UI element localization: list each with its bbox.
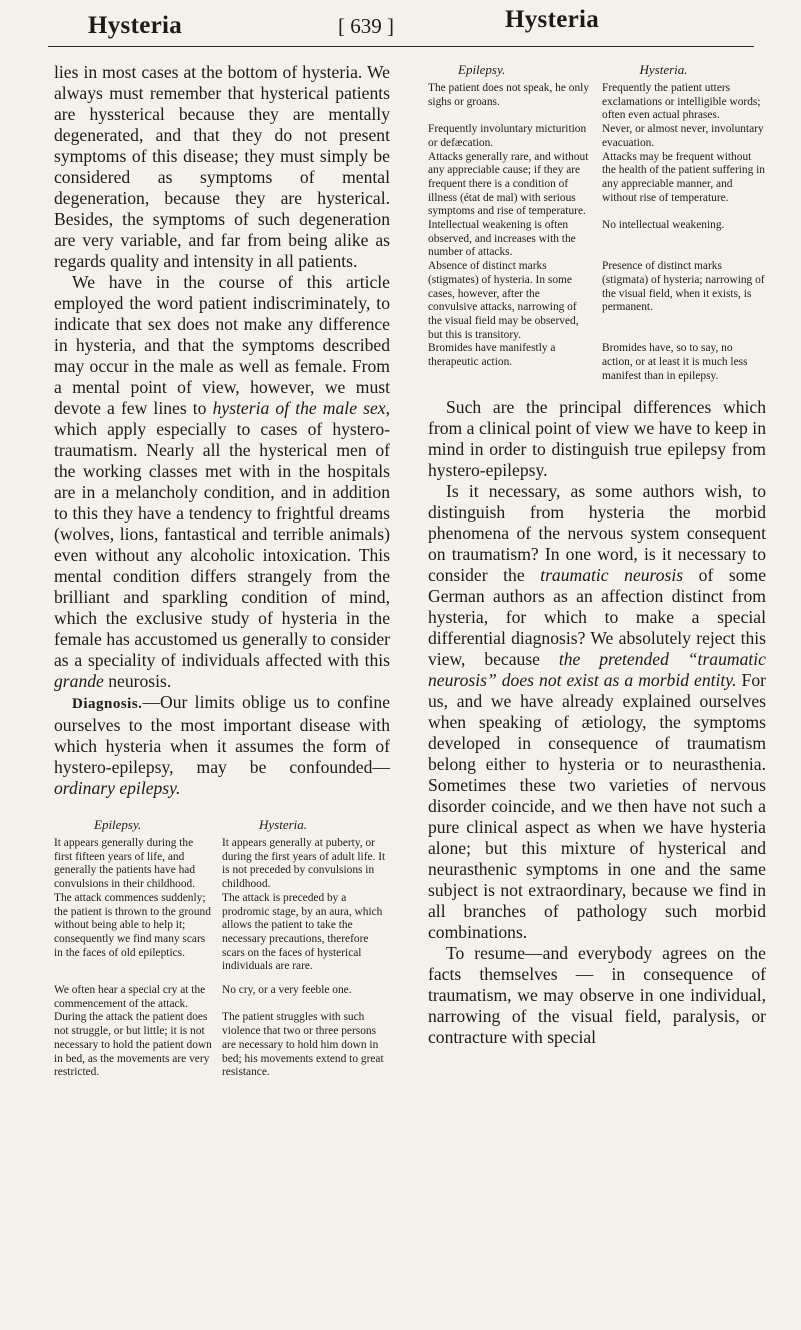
table-row: [428, 219, 766, 260]
table-row: [54, 837, 390, 892]
table-cell: Bromides have, so to say, no action, or at least it is much less manifest than in epilepsy.: [602, 342, 748, 382]
table-row: [428, 123, 766, 150]
table-header: [428, 62, 766, 82]
paragraph: To resume—and everybody agrees on the facts themselves — in consequence of traumatism, we may observe in one individual, narrowing of the visual field, paralysis, or contracture with special: [428, 943, 766, 1048]
comparison-table-continued: [428, 62, 766, 383]
table-cell: No intellectual weakening.: [602, 219, 725, 232]
table-row: [428, 260, 766, 342]
paragraph: lies in most cases at the bottom of hysteria. We always must remember that hysterical patients are hyssterical because they are mentally degenerated, and that they do not present symptoms of this disease; they must simply be considered as symptoms of mental degeneration, because they are hysterical. Besides, the symptoms of such degeneration are very variable, and far from being alike as regards quality and intensity in all patients.: [54, 62, 390, 271]
left-column: [54, 62, 390, 1080]
table-cell: Absence of distinct marks (stigmates) of hysteria. In some cases, however, after the convulsive attacks, narrowing of the visual field may be observed, but this is transitory.: [428, 260, 579, 341]
table-cell: The patient struggles with such violence that two or three persons are necessary to hold him down in bed; his movements extend to great resistance.: [222, 1011, 384, 1079]
paragraph: We have in the course of this article employed the word patient indiscriminately, to indicate that sex does not make any difference in hysteria, and that the symptoms described may occur in the male as well as female. From a mental point of view, however, we must devote a few lines to hysteria of the male sex, which apply especially to cases of hystero-traumatism. Nearly all the hysterical men of the working classes met with in the hospitals are in a melancholy condition, and in addition to this they have a tendency to frightful dreams (wolves, lions, fantastical and terrible animals) even without any alcoholic intoxication. This mental condition differs strangely from the brilliant and sparkling condition of mind, which the exclusive study of hysteria in the female has accustomed us generally to consider as a speciality of individuals affected with this grande neurosis.: [54, 272, 390, 691]
table-row: [428, 342, 766, 383]
table-cell: Attacks may be frequent without the health of the patient suffering in any appreciable manner, and without rise of temperature.: [602, 150, 766, 204]
section-heading: Diagnosis.: [72, 696, 143, 712]
running-head: [0, 6, 801, 46]
comparison-table: [54, 817, 390, 1080]
running-head-right-title: Hysteria: [505, 6, 600, 33]
table-cell: Frequently involuntary micturition or defæcation.: [428, 123, 587, 149]
table-cell: We often hear a special cry at the commencement of the attack.: [54, 984, 206, 1010]
paragraph: Is it necessary, as some authors wish, to distinguish from hysteria the morbid phenomena of the nervous system consequent on traumatism? In one word, is it necessary to consider the traumatic neurosis of some German authors as an affection distinct from hysteria, for which to make a special differential diagnosis? We absolutely reject this view, because the pretended “traumatic neurosis” does not exist as a morbid entity. For us, and we have already explained ourselves when speaking of ætiology, the symptoms developed in consequence of traumatism belong either to hysteria or to neurasthenia. Sometimes these two varieties of nervous disorder coincide, and we then have not such a pure clinical aspect as when we have hysteria alone; but this mixture of hysterical and neurasthenic symptoms in one and the same subject is not extraordinary, because we find in all branches of pathology such morbid combinations.: [428, 481, 766, 943]
table-cell: No cry, or a very feeble one.: [222, 984, 352, 997]
table-cell: Frequently the patient utters exclamations or intelligible words; often even actual phrases.: [602, 82, 761, 122]
right-column: [428, 62, 766, 1048]
table-cell: During the attack the patient does not struggle, or but little; it is not necessary to hold the patient down in bed, as the movements are very restricted.: [54, 1011, 212, 1079]
table-cell: Attacks generally rare, and without any appreciable cause; if they are frequent there is a condition of illness (état de mal) with serious symptoms and rise of temperature.: [428, 150, 589, 218]
table-header: [54, 817, 390, 837]
table-cell: The attack is preceded by a prodromic stage, by an aura, which allows the patient to take the necessary precautions, therefore scars on the faces of hysterical individuals are rare.: [222, 891, 383, 973]
column-title: Epilepsy.: [458, 62, 506, 77]
table-cell: It appears generally at puberty, or during the first years of adult life. It is not preceded by convulsions in childhood.: [222, 837, 386, 891]
table-cell: The attack commences suddenly; the patient is thrown to the ground without being able to help it; consequently we find many scars in the faces of old epileptics.: [54, 891, 211, 959]
table-cell: Presence of distinct marks (stigmata) of hysteria; narrowing of the visual field, when it exists, is permanent.: [602, 260, 765, 314]
column-title: Epilepsy.: [94, 817, 142, 832]
paragraph: Diagnosis.—Our limits oblige us to confine ourselves to the most important disease with which hysteria when it assumes the form of hystero-epilepsy, may be confounded—ordinary epilepsy.: [54, 692, 390, 798]
column-title: Hysteria.: [259, 817, 308, 832]
table-row: [54, 1011, 390, 1080]
table-cell: Bromides have manifestly a therapeutic action.: [428, 342, 556, 369]
paragraph: Such are the principal differences which from a clinical point of view we have to keep in mind in order to distinguish true epilepsy from hystero-epilepsy.: [428, 397, 766, 481]
table-row: [428, 82, 766, 123]
table-cell: Intellectual weakening is often observed, and increases with the number of attacks.: [428, 219, 576, 259]
table-row: [54, 984, 390, 1011]
table-cell: Never, or almost never, involuntary evacuation.: [602, 123, 764, 149]
header-rule: [48, 46, 754, 47]
column-title: Hysteria.: [639, 62, 688, 77]
table-row: [54, 892, 390, 974]
page-number: [ 639 ]: [338, 14, 394, 38]
table-row: [428, 151, 766, 220]
running-head-left-title: Hysteria: [88, 12, 183, 39]
table-cell: It appears generally during the first fifteen years of life, and generally the patients have had convulsions in their childhood.: [54, 837, 196, 891]
table-cell: The patient does not speak, he only sighs or groans.: [428, 82, 590, 108]
